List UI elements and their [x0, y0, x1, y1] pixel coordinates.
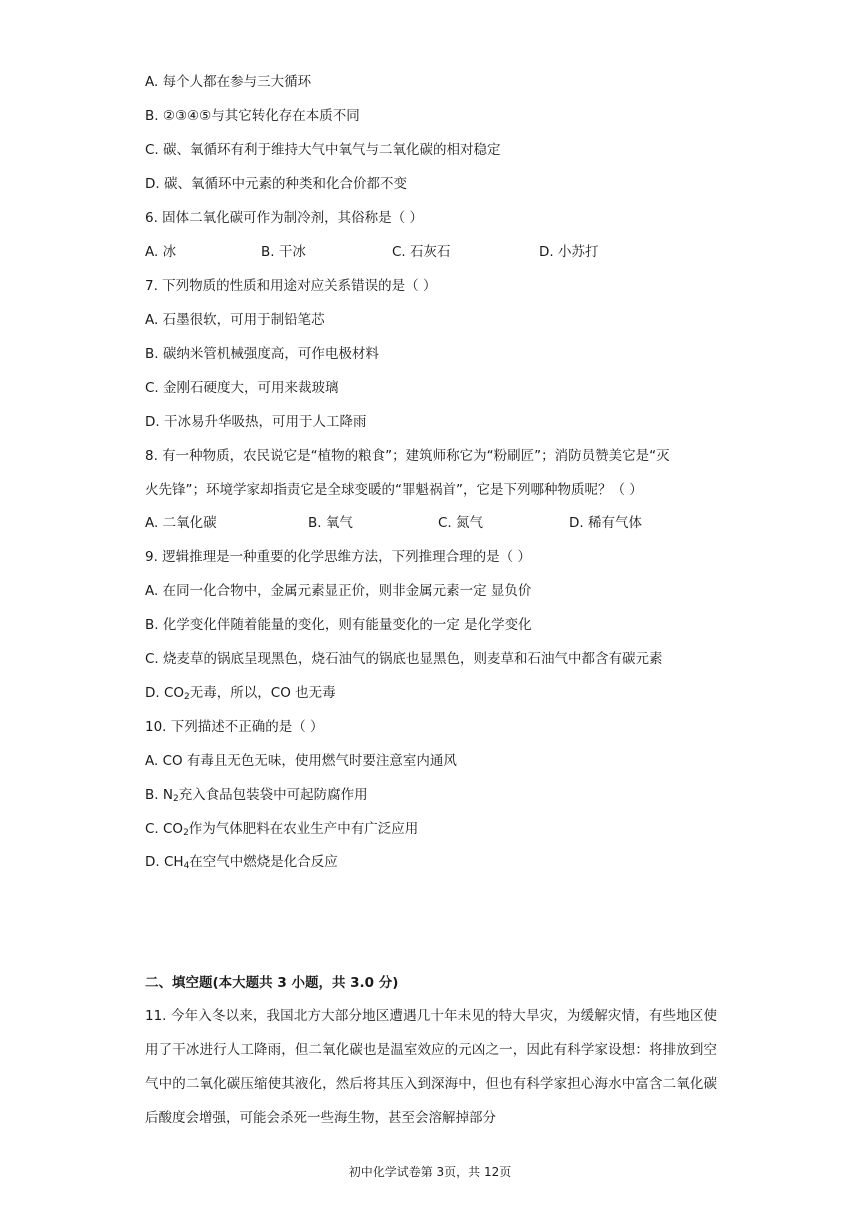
page-footer: 初中化学试卷第 3页，共 12页 [348, 1165, 512, 1179]
q10-b-subscript: 2 [172, 794, 179, 804]
q5-option-b: B. ②③④⑤与其它转化存在本质不同 [145, 108, 360, 124]
q9-option-a: A. 在同一化合物中，金属元素显正价，则非金属元素一定 显负价 [145, 583, 532, 599]
q9-option-d [145, 684, 336, 706]
q7-option-c: C. 金刚石硬度大，可用来裁玻璃 [145, 380, 339, 396]
q10-d-text: 在空气中燃烧是化合反应 [189, 854, 338, 870]
q10-b-formula: B. N [145, 787, 173, 803]
q9-d-subscript: 2 [184, 692, 190, 702]
q6-options [145, 243, 725, 261]
q10-option-c [145, 820, 418, 842]
q10-c-formula: C. CO [145, 821, 184, 837]
q7-option-d: D. 干冰易升华吸热，可用于人工降雨 [145, 414, 367, 430]
q9-d-text: 无毒，所以，CO 也无毒 [189, 685, 336, 701]
q5-option-c: C. 碳、氧循环有利于维持大气中氧气与二氧化碳的相对稳定 [145, 142, 501, 158]
q5-option-a: A. 每个人都在参与三大循环 [145, 74, 312, 90]
section-title: 二、填空题(本大题共 3 小题，共 3.0 分) [145, 975, 399, 991]
q9-option-c: C. 烧麦草的锅底呈现黑色，烧石油气的锅底也显黑色，则麦草和石油气中都含有碳元素 [145, 651, 663, 667]
q9-option-b: B. 化学变化伴随着能量的变化，则有能量变化的一定 是化学变化 [145, 617, 532, 633]
q8-stem-line2: 火先锋”；环境学家却指责它是全球变暖的“罪魁祸首”，它是下列哪种物质呢？（ ） [145, 482, 643, 498]
q10-option-b [145, 786, 368, 808]
q10-option-d [145, 853, 338, 875]
q11-paragraph: 11. 今年入冬以来，我国北方大部分地区遭遇几十年未见的特大旱灾，为缓解灾情，有些地区使用了干冰进行人工降雨，但二氧化碳也是温室效应的元凶之一，因此有科学家设想：将排放到空气中的二氧化碳压缩使其液化，然后将其压入到深海中，但也有科学家担心海水中富含二氧化碳后酸度会增强，可能会杀死一些海生物，甚至会溶解掉部分 [145, 1008, 717, 1126]
q6-option-c: C. 石灰石 [392, 244, 451, 260]
q10-d-subscript: 4 [183, 861, 190, 871]
q8-option-c: C. 氮气 [438, 515, 484, 531]
q10-c-text: 作为气体肥料在农业生产中有广泛应用 [188, 821, 419, 837]
q8-options [145, 514, 725, 532]
q8-option-a: A. 二氧化碳 [145, 515, 217, 531]
q6-option-d: D. 小苏打 [539, 244, 599, 260]
q7-stem: 7. 下列物质的性质和用途对应关系错误的是（ ） [145, 278, 437, 294]
q8-option-b: B. 氧气 [308, 515, 353, 531]
q10-option-a: A. CO 有毒且无色无味，使用燃气时要注意室内通风 [145, 753, 457, 769]
q10-stem: 10. 下列描述不正确的是（ ） [145, 719, 324, 735]
q6-stem: 6. 固体二氧化碳可作为制冷剂，其俗称是（ ） [145, 210, 423, 226]
q9-stem: 9. 逻辑推理是一种重要的化学思维方法，下列推理合理的是（ ） [145, 549, 531, 565]
q5-option-d: D. 碳、氧循环中元素的种类和化合价都不变 [145, 176, 407, 192]
q7-option-b: B. 碳纳米管机械强度高，可作电极材料 [145, 346, 379, 362]
q7-option-a: A. 石墨很软，可用于制铅笔芯 [145, 312, 325, 328]
q6-option-b: B. 干冰 [261, 244, 306, 260]
q8-option-d: D. 稀有气体 [569, 515, 642, 531]
q6-option-a: A. 冰 [145, 244, 177, 260]
q10-d-formula: D. CH [145, 854, 184, 870]
q9-d-formula: D. CO [145, 685, 185, 701]
q10-b-text: 充入食品包装袋中可起防腐作用 [178, 787, 368, 803]
q8-stem-line1: 8. 有一种物质，农民说它是“植物的粮食”；建筑师称它为“粉刷匠”；消防员赞美它是“灭 [145, 448, 670, 464]
q10-c-subscript: 2 [183, 828, 189, 838]
